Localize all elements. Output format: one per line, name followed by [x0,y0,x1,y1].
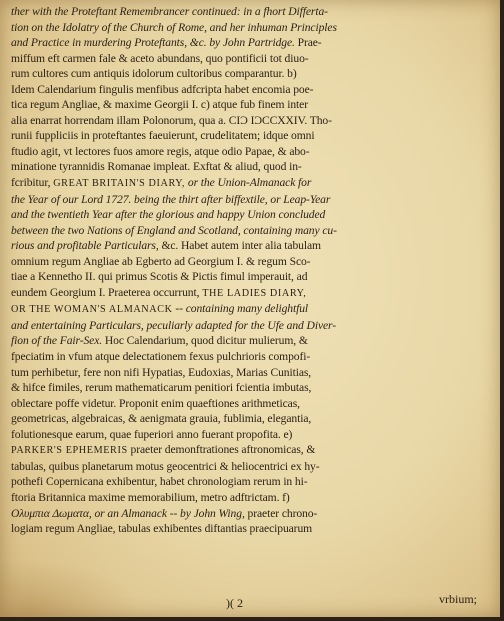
text-run: THE LADIES DIARY, [202,287,307,299]
text-line [11,254,489,270]
text-run: runii fuppliciis in proteftantes faeuierunt, crudelitatem; idque omni [11,129,315,143]
text-run: minatione tyrannidis Romanae impleat. Exftat & aliud, quod in- [11,160,302,174]
text-run: tion on the Idolatry of the Church of Rome, and her inhuman Principles [11,20,337,34]
text-line [11,128,489,144]
text-run: ther with the Proteftant Remembrancer continued: in a fhort Differta- [11,5,328,18]
text-line [11,113,489,129]
text-run: rum cultores cum antiquis idolorum cultoribus comparantur. b) [11,67,297,81]
text-line [11,238,489,254]
signature-mark: )( 2 [226,596,243,610]
text-run: Idem Calendarium fingulis menfibus adfcripta habet encomia poe- [11,82,314,96]
text-line [11,20,489,36]
text-run: tiae a Kennetho II. qui primus Scotis & Pictis fimul imperauit, ad [11,270,308,284]
text-line [11,4,489,20]
text-run: praeter chrono- [244,506,318,520]
text-run: and the twentieth Year after the glorious and happy Union concluded [11,208,326,222]
text-run: eundem Georgium I. Praeterea occurrunt, [11,285,203,299]
text-run: oblectare poffe videtur. Proponit enim quaeftiones arithmeticas, [11,396,300,410]
text-line [11,269,489,285]
text-line [11,192,489,208]
text-run: between the two Nations of England and Scotland, containing many cu- [11,223,337,237]
text-run: OR THE WOMAN'S ALMANACK [11,304,173,316]
text-run: alia enarrat horrendam illam Polonorum, qua a. CIƆ IƆCCXXIV. Tho- [11,113,332,127]
text-line [11,459,489,475]
text-line [11,51,489,67]
text-run: rious and profitable Particulars, [11,239,159,253]
text-run: or the Union-Almanack for [185,176,312,190]
text-line [11,474,489,490]
text-run: folutionesque earum, quae fuperiori anno fuerant propofita. e) [11,427,293,441]
text-run: tabulas, quibus planetarum motus geocentrici & heliocentrici ex hy- [11,459,320,473]
text-run: miffum eft carmen fale & aceto abundans, quo pontificii tot diuo- [11,51,309,65]
text-run: omnium regum Angliae ab Egberto ad Georgium I. & regum Sco- [11,254,311,268]
text-run: fion of the Fair-Sex. [11,334,103,348]
text-line [11,175,489,192]
text-line [11,285,489,302]
text-line [11,490,489,506]
text-line [11,97,489,113]
text-line [11,411,489,427]
text-run: & hifce fimiles, rerum mathematicarum penitiori fcientia imbutas, [11,381,312,395]
text-line [11,318,489,334]
text-line [11,223,489,239]
text-line [11,35,489,51]
text-line [11,442,489,459]
text-run: ftudio agit, vt lectores fuos amore regis, atque odio Papae, & abo- [11,144,310,158]
text-run: Prae- [294,36,322,50]
text-run: logiam regum Angliae, tabulas exhibentes diftantias praecipuarum [11,522,313,536]
text-line [11,521,489,537]
page-footer [0,592,500,614]
text-run: Ολυμπια Δωματα, or an Almanack -- by John Wing, [11,506,245,520]
text-run: fpeciatim in vfum atque delectationem fexus pulchrioris compofi- [11,350,311,364]
text-line [11,506,489,522]
text-run: GREAT BRITAIN'S DIARY, [53,178,186,190]
text-run: &c. Habet autem inter alia tabulam [158,239,321,253]
text-run: and entertaining Particulars, peculiarly adapted for the Ufe and Diver- [11,318,336,332]
text-run: pothefi Copernicana exhibentur, habet chronologiam rerum in hi- [11,475,308,489]
text-line [11,396,489,412]
body-text [11,4,489,537]
text-run: ftoria Britannica maxime memorabilium, metro adftrictam. f) [11,490,290,504]
text-run: tum perhibetur, fere non nifi Hypatias, Eudoxias, Marias Cunitias, [11,365,312,379]
text-line [11,66,489,82]
text-run: praeter demonftrationes aftronomicas, & [127,443,316,457]
text-line [11,301,489,318]
text-run: PARKER'S EPHEMERIS [11,445,128,457]
text-run: -- containing many delightful [172,302,309,316]
text-run: Hoc Calendarium, quod dicitur mulierum, & [102,334,308,348]
text-line [11,380,489,396]
text-line [11,349,489,365]
text-run: and Practice in murdering Proteftants, &c. by John Partridge. [11,36,295,50]
text-line [11,365,489,381]
text-line [11,159,489,175]
text-run: fcribitur, [11,176,54,190]
text-run: geometricas, algebraicas, & aenigmata grauia, fublimia, elegantia, [11,412,312,426]
text-line [11,427,489,443]
text-line [11,333,489,349]
catchword: vrbium; [439,592,477,606]
text-line [11,82,489,98]
text-line [11,144,489,160]
text-line [11,207,489,223]
text-run: the Year of our Lord 1727. being the thirt after biffextile, or Leap-Year [11,192,331,206]
text-run: tica regum Angliae, & maxime Georgii I. c) atque fub finem inter [11,98,308,112]
